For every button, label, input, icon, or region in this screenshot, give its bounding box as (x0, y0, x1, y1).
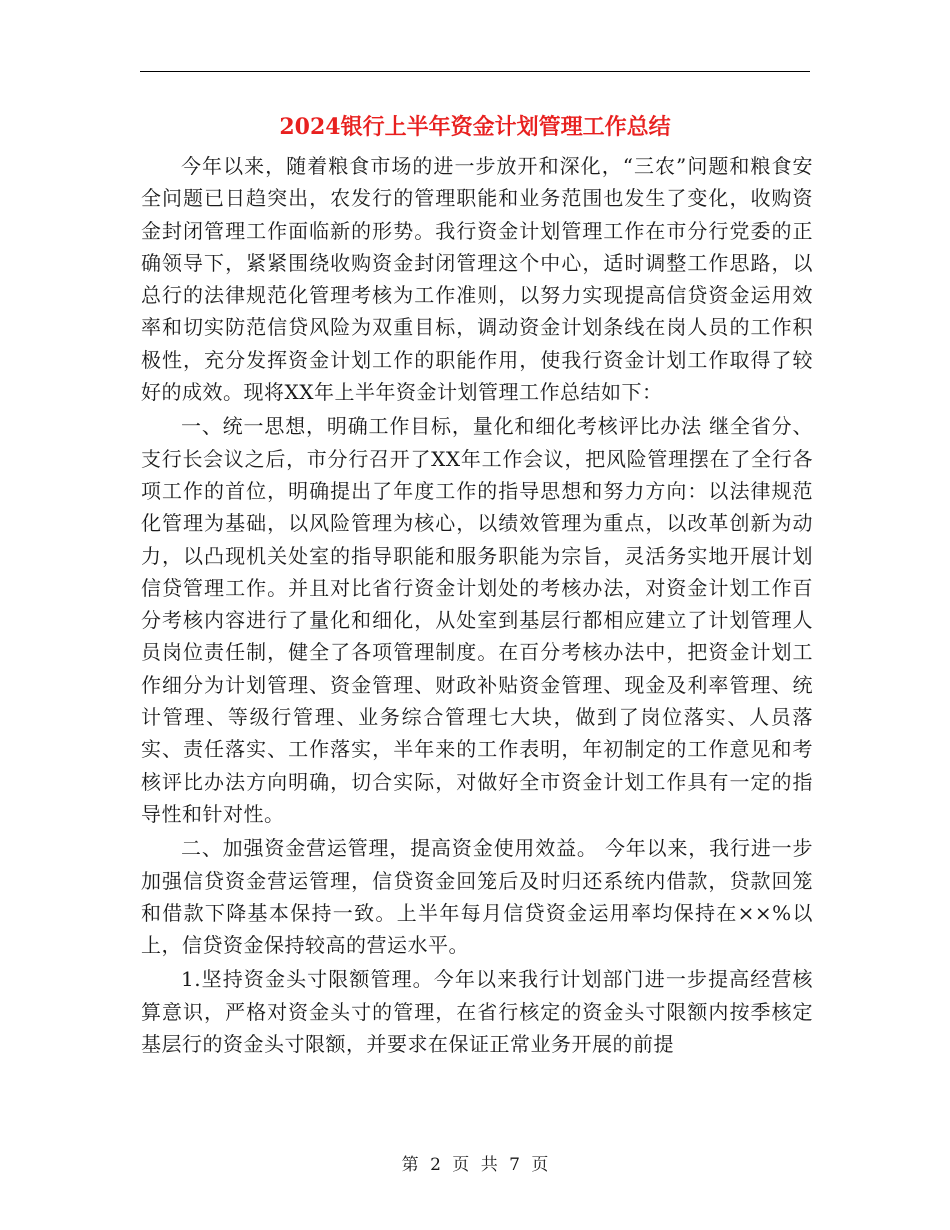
page-number-footer: 第 2 页 共 7 页 (401, 1155, 549, 1175)
paragraph-intro: 今年以来，随着粮食市场的进一步放开和深化，“三农”问题和粮食安全问题已日趋突出，农发行的管理职能和业务范围也发生了变化，收购资金封闭管理工作面临新的形势。我行资金计划管理工作在市分行党委的正确领导下，紧紧围绕收购资金封闭管理这个中心，适时调整工作思路，以总行的法律规范化管理考核为工作准则，以努力实现提高信贷资金运用效率和切实防范信贷风险为双重目标，调动资金计划条线在岗人员的工作积极性，充分发挥资金计划工作的职能作用，使我行资金计划工作取得了较好的成效。现将XX年上半年资金计划管理工作总结如下： (141, 154, 813, 405)
document-title: 2024银行上半年资金计划管理工作总结 (279, 114, 671, 140)
paragraph-item-1: 1.坚持资金头寸限额管理。今年以来我行计划部门进一步提高经营核算意识，严格对资金头寸的管理，在省行核定的资金头寸限额内按季核定基层行的资金头寸限额，并要求在保证正常业务开展的前提 (141, 967, 813, 1057)
header-rule (140, 71, 810, 72)
paragraph-section-2: 二、加强资金营运管理，提高资金使用效益。 今年以来，我行进一步加强信贷资金营运管理，信贷资金回笼后及时归还系统内借款，贷款回笼和借款下降基本保持一致。上半年每月信贷资金运用率均保持在××%以上，信贷资金保持较高的营运水平。 (141, 836, 813, 958)
document-body (141, 150, 813, 1060)
paragraph-section-1: 一、统一思想，明确工作目标，量化和细化考核评比办法 继全省分、支行长会议之后，市分行召开了XX年工作会议，把风险管理摆在了全行各项工作的首位，明确提出了年度工作的指导思想和努力方向：以法律规范化管理为基础，以风险管理为核心，以绩效管理为重点，以改革创新为动力，以凸现机关处室的指导职能和服务职能为宗旨，灵活务实地开展计划信贷管理工作。并且对比省行资金计划处的考核办法，对资金计划工作百分考核内容进行了量化和细化，从处室到基层行都相应建立了计划管理人员岗位责任制，健全了各项管理制度。在百分考核办法中，把资金计划工作细分为计划管理、资金管理、财政补贴资金管理、现金及利率管理、统计管理、等级行管理、业务综合管理七大块，做到了岗位落实、人员落实、责任落实、工作落实，半年来的工作表明，年初制定的工作意见和考核评比办法方向明确，切合实际，对做好全市资金计划工作具有一定的指导性和针对性。 (141, 414, 813, 826)
